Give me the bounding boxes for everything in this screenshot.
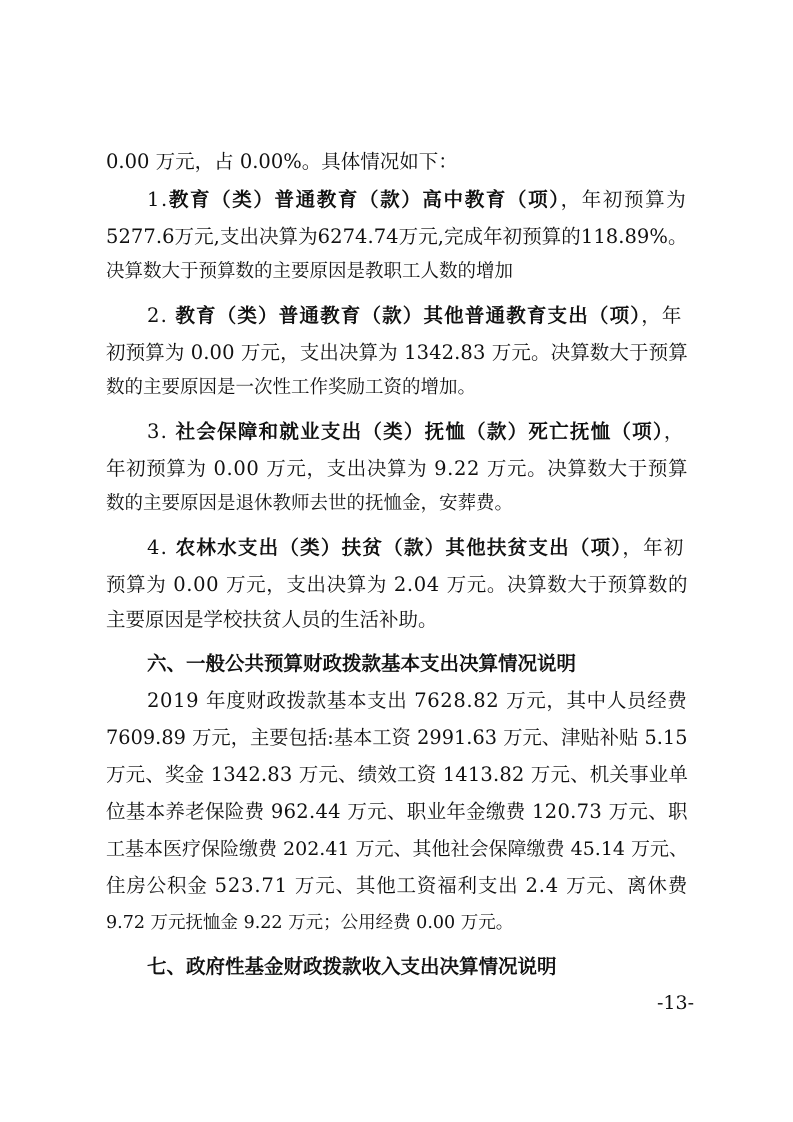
text-line bbox=[147, 651, 576, 677]
body-text: 7609.89 万元，主要包括:基本工资 2991.63 万元、津贴补贴 5.15 bbox=[106, 726, 688, 749]
body-text: 9.72 万元抚恤金 9.22 万元；公用经费 0.00 万元。 bbox=[106, 913, 514, 933]
text-line bbox=[106, 456, 688, 482]
body-text: 2. bbox=[147, 304, 176, 327]
body-text: 3. bbox=[147, 420, 176, 443]
body-text: 2019 年度财政拨款基本支出 7628.82 万元，其中人员经费 bbox=[147, 689, 688, 712]
text-line bbox=[106, 375, 476, 401]
body-text: 4. bbox=[147, 536, 176, 559]
text-line bbox=[106, 491, 513, 517]
text-line bbox=[147, 535, 685, 561]
text-line bbox=[106, 607, 438, 633]
body-text: ，年 bbox=[641, 304, 683, 327]
body-text: 位基本养老保险费 962.44 万元、职业年金缴费 120.73 万元、职 bbox=[106, 800, 688, 823]
body-text: 住房公积金 523.71 万元、其他工资福利支出 2.4 万元、离休费 bbox=[106, 874, 689, 897]
text-line bbox=[106, 799, 688, 825]
text-line bbox=[147, 954, 557, 980]
text-line bbox=[106, 910, 513, 936]
text-line bbox=[106, 340, 688, 366]
text-line bbox=[147, 688, 687, 714]
bold-heading-text: 教育（类）普通教育（款）其他普通教育支出（项） bbox=[175, 304, 642, 327]
text-line bbox=[147, 419, 685, 445]
body-text: 工基本医疗保险缴费 202.41 万元、其他社会保障缴费 45.14 万元、 bbox=[106, 838, 689, 860]
bold-heading-text: 教育（类）普通教育（款）高中教育（项） bbox=[168, 188, 561, 211]
body-text: 万元、奖金 1342.83 万元、绩效工资 1413.82 万元、机关事业单 bbox=[106, 763, 689, 786]
text-line bbox=[147, 187, 687, 213]
text-line bbox=[106, 725, 688, 751]
text-line bbox=[106, 873, 688, 899]
body-text: 主要原因是学校扶贫人员的生活补助。 bbox=[106, 608, 438, 631]
body-text: 数的主要原因是一次性工作奖励工资的增加。 bbox=[106, 377, 477, 398]
body-text: 数的主要原因是退休教师去世的抚恤金，安葬费。 bbox=[106, 493, 514, 514]
bold-heading-text: 六、一般公共预算财政拨款基本支出决算情况说明 bbox=[147, 652, 577, 675]
body-text: 1. bbox=[147, 188, 169, 211]
text-line bbox=[106, 572, 688, 598]
body-text: ， bbox=[663, 420, 685, 443]
page-number: -13- bbox=[657, 992, 695, 1014]
body-text: 初预算为 0.00 万元，支出决算为 1342.83 万元。决算数大于预算 bbox=[106, 341, 688, 364]
text-line bbox=[147, 303, 683, 329]
body-text: 5277.6万元,支出决算为6274.74万元,完成年初预算的118.89%。 bbox=[106, 225, 688, 248]
body-text: 年初预算为 0.00 万元，支出决算为 9.22 万元。决算数大于预算 bbox=[106, 457, 689, 480]
text-line bbox=[106, 836, 688, 862]
text-line bbox=[106, 259, 513, 285]
body-text: ，年初 bbox=[622, 536, 685, 559]
body-text: ，年初预算为 bbox=[560, 188, 688, 211]
bold-heading-text: 农林水支出（类）扶贫（款）其他扶贫支出（项） bbox=[175, 536, 623, 559]
text-line bbox=[106, 762, 688, 788]
text-line bbox=[106, 224, 688, 250]
body-text: 0.00 万元，占 0.00%。具体情况如下： bbox=[106, 150, 458, 173]
body-text: 决算数大于预算数的主要原因是教职工人数的增加 bbox=[106, 261, 514, 282]
text-line bbox=[106, 149, 458, 175]
bold-heading-text: 社会保障和就业支出（类）抚恤（款）死亡抚恤（项） bbox=[175, 420, 664, 443]
body-text: 预算为 0.00 万元，支出决算为 2.04 万元。决算数大于预算数的 bbox=[106, 573, 689, 596]
bold-heading-text: 七、政府性基金财政拨款收入支出决算情况说明 bbox=[147, 955, 557, 978]
